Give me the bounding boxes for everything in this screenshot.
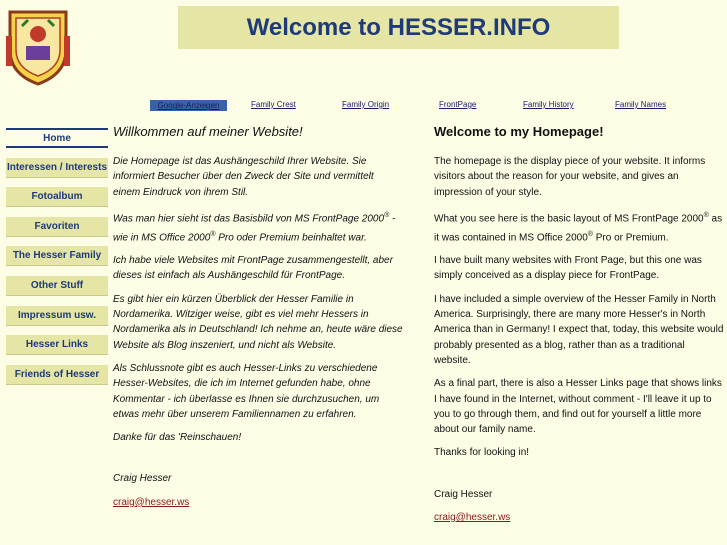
sidebar-item-friends[interactable]: Friends of Hesser xyxy=(6,365,108,385)
google-ads-link[interactable]: Google-Anzeigen xyxy=(150,100,227,111)
nav-link-family-history[interactable]: Family History xyxy=(523,100,574,109)
nav-link-frontpage[interactable]: FrontPage xyxy=(439,100,477,109)
german-paragraph: Was man hier sieht ist das Basisbild von MS FrontPage 2000® - wie in MS Office 2000® Pro oder Premium beinhaltet war. xyxy=(113,211,396,243)
site-banner-title: Welcome to HESSER.INFO xyxy=(178,6,619,49)
english-paragraph: The homepage is the display piece of your website. It informs visitors about the reason for your website, and gives an impression of your style. xyxy=(434,156,706,198)
nav-link-family-origin[interactable]: Family Origin xyxy=(342,100,390,109)
german-paragraph: Es gibt hier ein kürzen Überblick der Hesser Familie in Nordamerika. Witziger weise, gibt es viel mehr Hessers in Nordamerika als in Deutschland! Ich nehme an, heute wäre diese Website als Blog inszeniert, und nicht als Website. xyxy=(113,293,403,351)
german-thanks: Danke für das 'Reinschauen! xyxy=(113,432,242,444)
german-paragraph: Ich habe viele Websites mit FrontPage zusammengestellt, aber dieses ist einfach als Aushängeschild für FrontPage. xyxy=(113,255,393,282)
top-navigation xyxy=(0,98,727,112)
sidebar-item-hesser-family[interactable]: The Hesser Family xyxy=(6,246,108,266)
english-content-column xyxy=(434,124,724,533)
german-email-line xyxy=(113,495,403,510)
sidebar-item-home[interactable]: Home xyxy=(6,128,108,148)
english-email-link[interactable]: craig@hesser.ws xyxy=(434,512,511,523)
german-paragraph: Die Homepage ist das Aushängeschild Ihrer Website. Sie informiert Besucher über den Zweck der Site und vermittelt einem Eindruck von ihrem Stil. xyxy=(113,156,374,198)
english-paragraph: I have built many websites with Front Page, but this one was simply conceived as a display piece for FrontPage. xyxy=(434,255,702,282)
german-heading: Willkommen auf meiner Website! xyxy=(113,124,303,139)
english-email-line xyxy=(434,510,724,525)
english-paragraph: As a final part, there is also a Hesser Links page that shows links I have found in the Internet, without comment - I'll leave it up to you to go through them, and find out for yourself a little more about our family name. xyxy=(434,378,722,436)
english-paragraph: I have included a simple overview of the Hesser Family in North America. Surprisingly, there are many more Hesser's in North America than in Germany! I expect that, today, this website would probably presented as a blog, rather than as a traditional website. xyxy=(434,293,724,366)
sidebar-item-fotoalbum[interactable]: Fotoalbum xyxy=(6,187,108,207)
nav-link-family-names[interactable]: Family Names xyxy=(615,100,667,109)
family-crest-logo xyxy=(6,6,70,86)
english-signature-name: Craig Hesser xyxy=(434,488,493,500)
sidebar-navigation xyxy=(6,128,108,394)
sidebar-item-impressum[interactable]: Impressum usw. xyxy=(6,306,108,326)
sidebar-item-other-stuff[interactable]: Other Stuff xyxy=(6,276,108,296)
german-signature-name: Craig Hesser xyxy=(113,473,172,485)
sidebar-item-favoriten[interactable]: Favoriten xyxy=(6,217,108,237)
sidebar-item-hesser-links[interactable]: Hesser Links xyxy=(6,335,108,355)
german-content-column xyxy=(113,124,403,518)
english-thanks: Thanks for looking in! xyxy=(434,447,530,459)
german-paragraph: Als Schlussnote gibt es auch Hesser-Links zu verschiedene Hesser-Websites, die ich im Internet gefunden habe, ohne Kommentar - ich überlasse es Ihnen sie durchzusuchen, um etwas mehr über unserem Familiennamen zu erfahren. xyxy=(113,362,380,420)
english-paragraph: What you see here is the basic layout of MS FrontPage 2000® as it was contained in MS Office 2000® Pro or Premium. xyxy=(434,211,723,243)
german-email-link[interactable]: craig@hesser.ws xyxy=(113,496,190,508)
english-heading: Welcome to my Homepage! xyxy=(434,124,604,139)
sidebar-item-interests[interactable]: Interessen / Interests xyxy=(6,158,108,178)
nav-link-family-crest[interactable]: Family Crest xyxy=(251,100,296,109)
